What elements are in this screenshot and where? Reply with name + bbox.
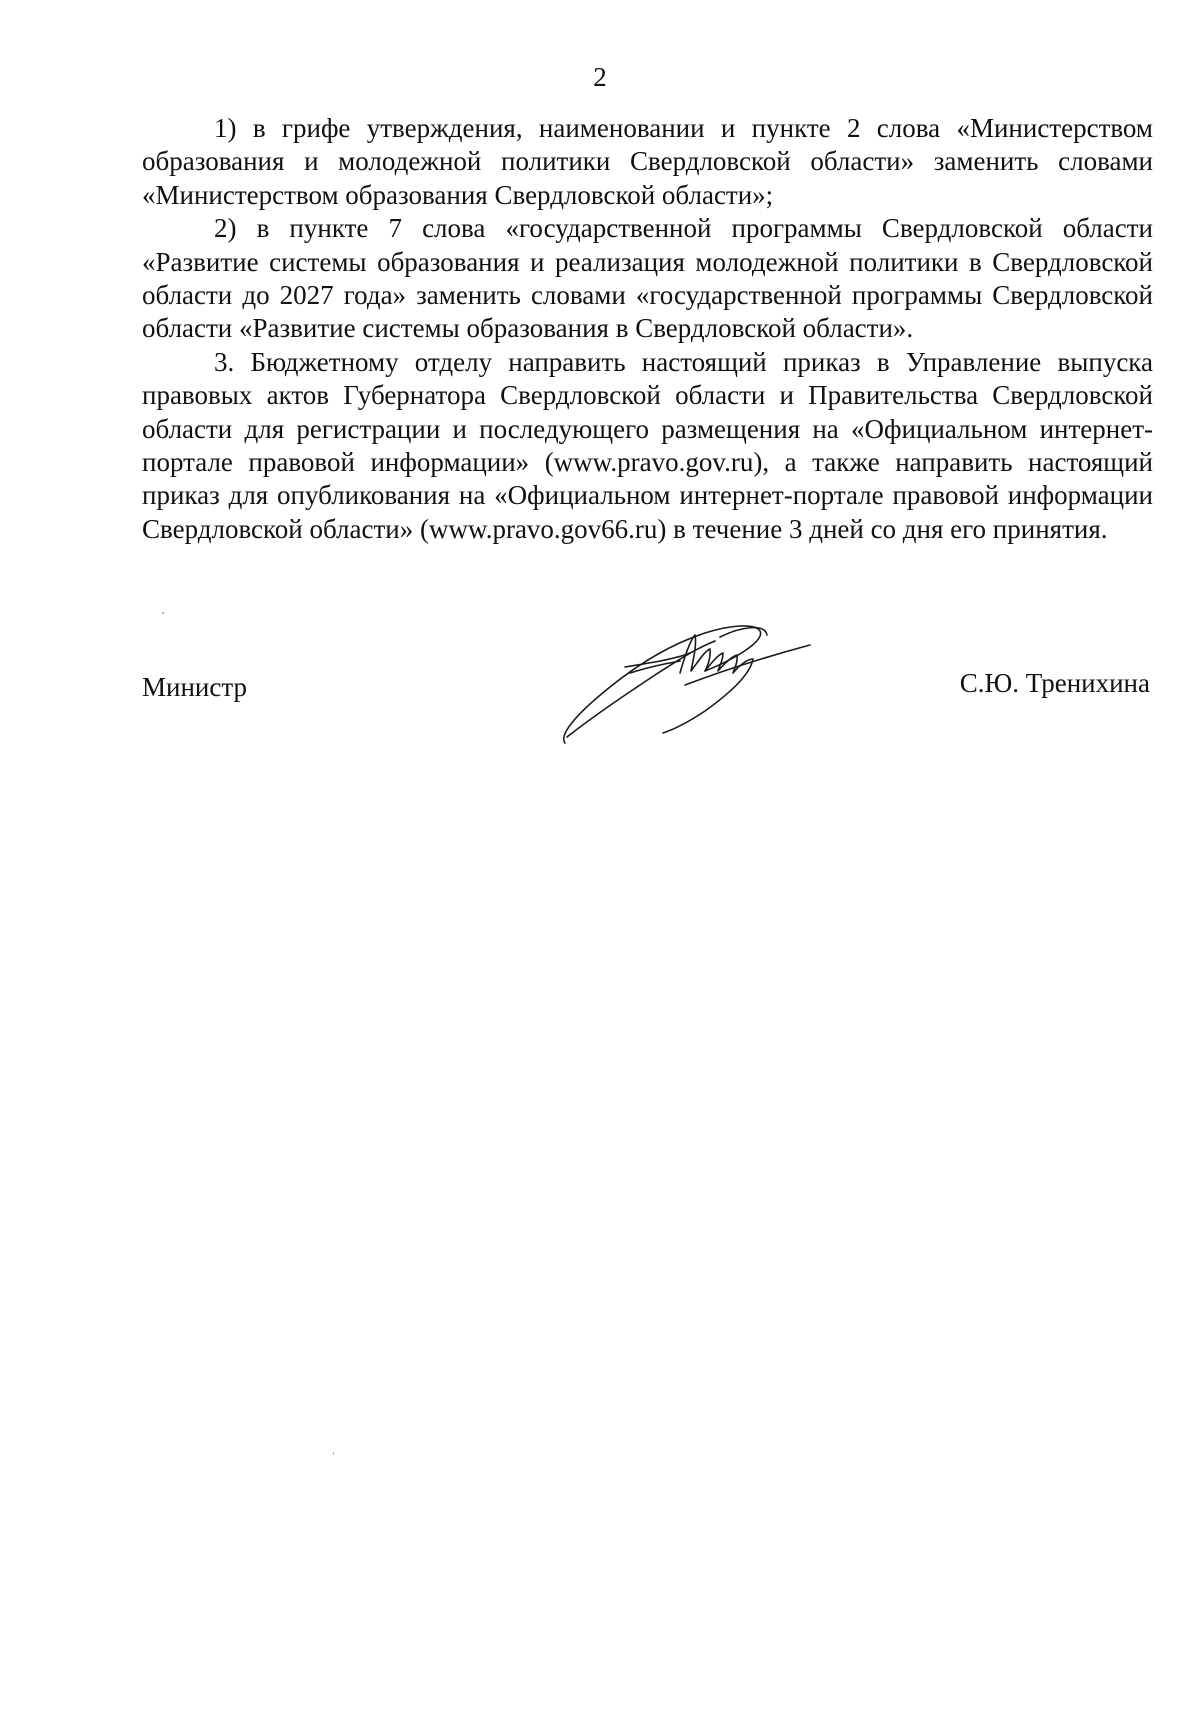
paragraph-item-2: 2) в пункте 7 слова «государственной программы Свердловской области «Развитие системы образования и реализация молодежной политики в Свердловской области до 2027 года» заменить словами «государственной программы Свердловской области «Развитие системы образования в Свердловской области».	[142, 213, 1153, 344]
scan-speck	[333, 1452, 334, 1455]
signatory-name: С.Ю. Тренихина	[959, 668, 1150, 698]
scan-speck	[162, 612, 164, 614]
handwritten-signature	[555, 615, 835, 750]
signatory-title: Министр	[142, 672, 247, 702]
paragraph-item-3: 3. Бюджетному отделу направить настоящий приказ в Управление выпуска правовых актов Губернатора Свердловской области и Правительства Свердловской области для регистрации и последующего размещения на «Официальном интернет-портале правовой информации» (www.pravo.gov.ru), а также направить настоящий приказ для опубликования на «Официальном интернет-портале правовой информации Свердловской области» (www.pravo.gov66.ru) в течение 3 дней со дня его принятия.	[142, 346, 1153, 544]
document-body	[142, 112, 1153, 546]
paragraph-item-1: 1) в грифе утверждения, наименовании и пункте 2 слова «Министерством образования и молодежной политики Свердловской области» заменить словами «Министерством образования Свердловской области»;	[142, 113, 1153, 210]
page-number: 2	[593, 62, 607, 92]
